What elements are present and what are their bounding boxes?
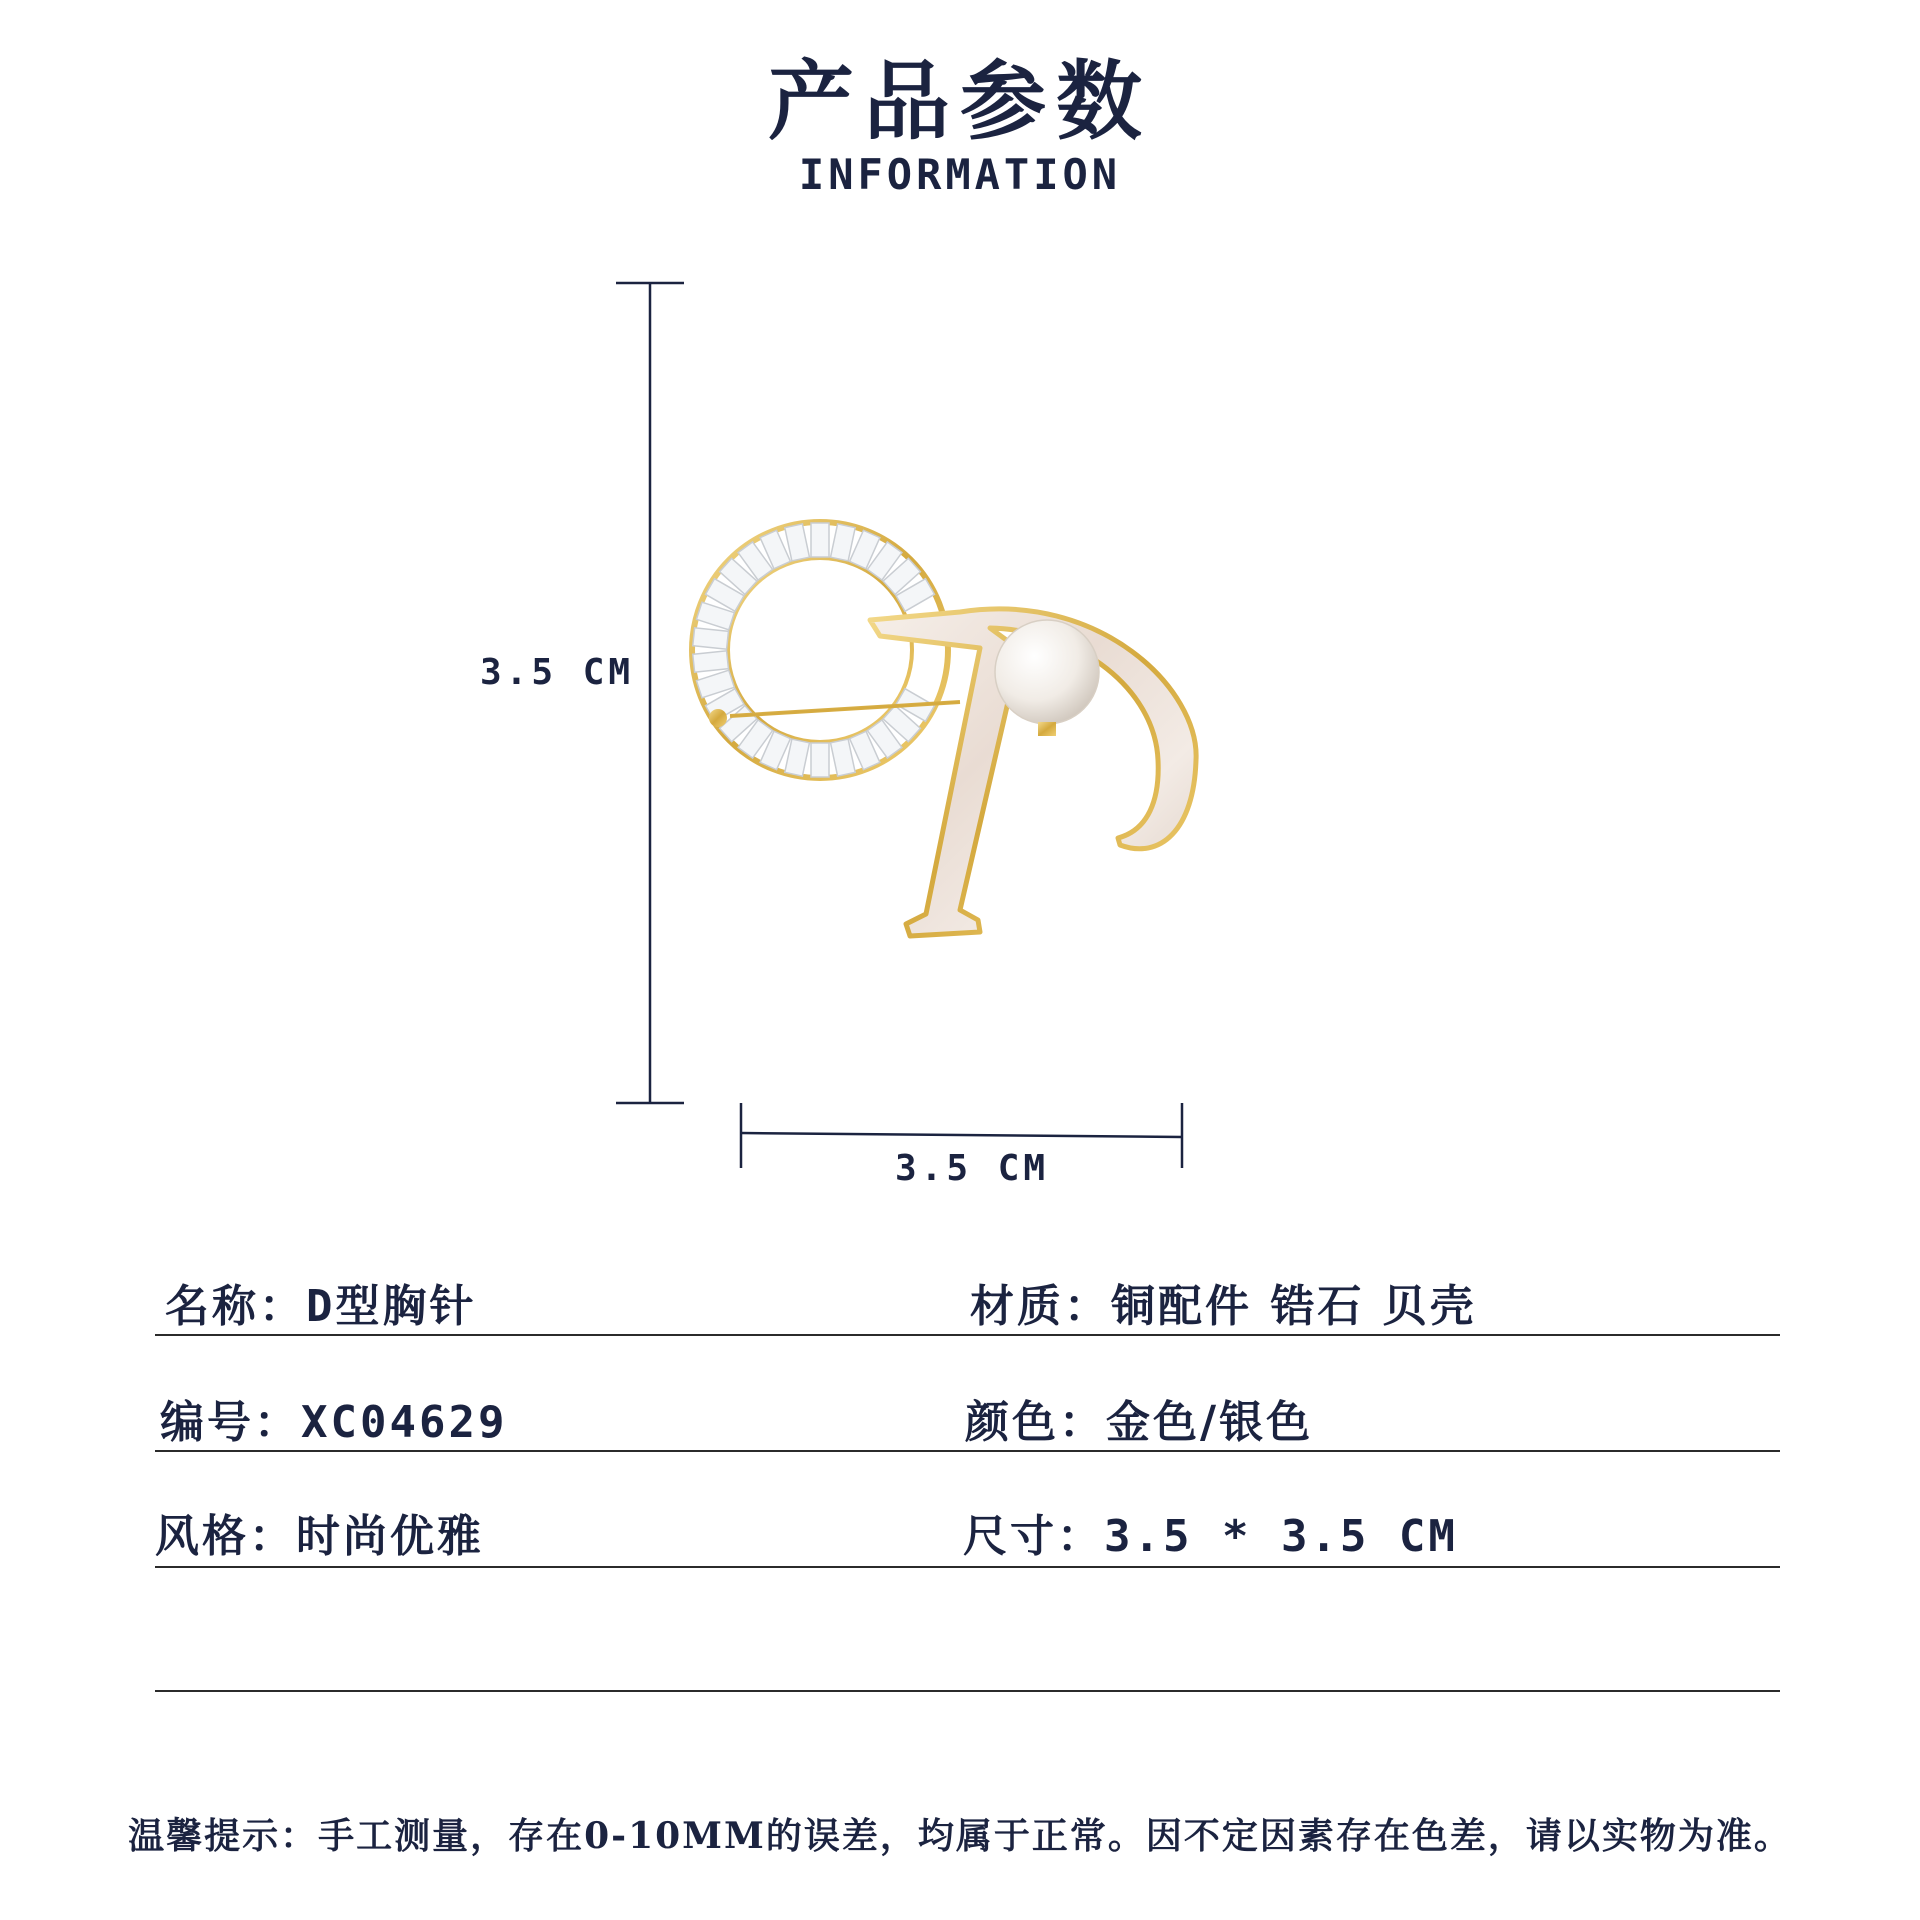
spec-code: 编号：XC04629 (160, 1397, 508, 1448)
page-subtitle: INFORMATION (798, 150, 1122, 199)
divider-1 (155, 1334, 1780, 1336)
spec-style: 风格：时尚优雅 (155, 1511, 484, 1562)
pearl (995, 620, 1099, 724)
spec-size: 尺寸：3.5 * 3.5 CM (963, 1511, 1458, 1562)
spec-row-2 (155, 1386, 1775, 1446)
brooch-image (600, 440, 1320, 1040)
crystal-ring (692, 522, 948, 778)
height-dimension-label: 3.5 CM (480, 652, 635, 693)
spec-name: 名称：D型胸针 (165, 1281, 477, 1332)
spec-color: 颜色：金色/银色 (965, 1397, 1314, 1448)
spec-material: 材质：铜配件 锆石 贝壳 (970, 1281, 1477, 1332)
measurement-note: 温馨提示：手工测量，存在0-10MM的误差，均属于正常。因不定因素存在色差，请以实物为准。 (128, 1815, 1792, 1857)
spec-row-1 (155, 1270, 1775, 1330)
spec-row-3 (155, 1500, 1775, 1560)
divider-2 (155, 1450, 1780, 1452)
divider-4 (155, 1690, 1780, 1692)
page-title: 产品参数 (768, 51, 1152, 152)
divider-3 (155, 1566, 1780, 1568)
width-dimension-label: 3.5 CM (895, 1148, 1050, 1189)
